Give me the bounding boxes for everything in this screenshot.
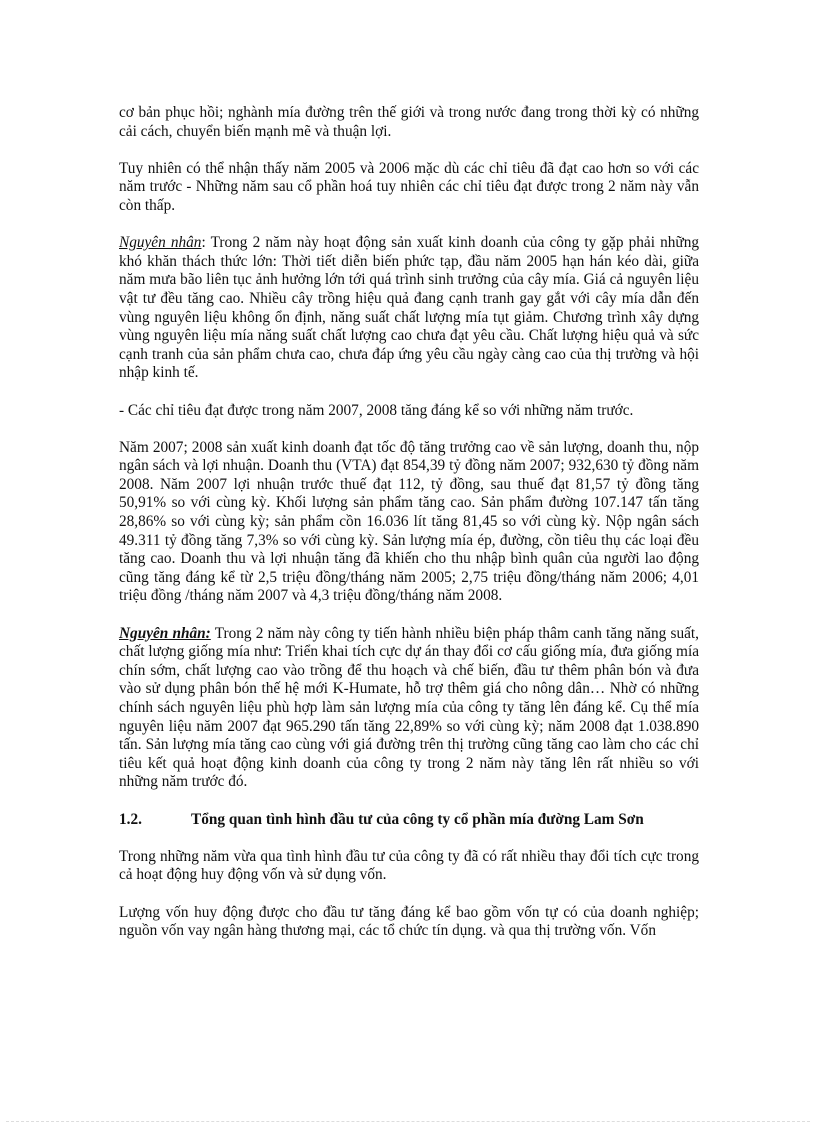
section-title: Tổng quan tình hình đầu tư của công ty cổ phần mía đường Lam Sơn	[191, 810, 644, 828]
page-edge-divider	[6, 1121, 810, 1122]
cause-label: Nguyên nhân:	[119, 624, 211, 642]
paragraph-cause-2	[119, 625, 699, 792]
paragraph-capital-mobilization: Lượng vốn huy động được cho đầu tư tăng đáng kể bao gồm vốn tự có của doanh nghiệp; nguồn vốn vay ngân hàng thương mại, các tổ chức tín dụng. và qua thị trường vốn. Vốn	[119, 903, 699, 940]
paragraph-recovery: cơ bản phục hồi; nghành mía đường trên thế giới và trong nước đang trong thời kỳ có những cải cách, chuyển biến mạnh mẽ và thuận lợi.	[119, 104, 699, 140]
paragraph-cause-1	[119, 234, 699, 383]
cause-text: : Trong 2 năm này hoạt động sản xuất kinh doanh của công ty gặp phải những khó khăn thách thức lớn: Thời tiết diễn biến phức tạp, đầu năm 2005 hạn hán kéo dài, giữa năm mưa bão liên tục ảnh hưởng lớn tới quá trình sinh trưởng của cây mía. Giá cả nguyên liệu vật tư đều tăng cao. Nhiều cây trồng hiệu quả đang cạnh tranh gay gắt với cây mía dẫn đến vùng nguyên liệu không ổn định, năng suất chất lượng mía tụt giảm. Chương trình xây dựng vùng nguyên liệu mía năng suất chất lượng cao chưa đạt yêu cầu. Chất lượng hiệu quả và sức cạnh tranh của sản phẩm chưa cao, chưa đáp ứng yêu cầu ngày càng cao của thị trường và hội nhập kinh tế.	[119, 234, 699, 382]
section-heading	[119, 811, 699, 830]
paragraph-2007-2008-summary: - Các chỉ tiêu đạt được trong năm 2007, 2008 tăng đáng kể so với những năm trước.	[119, 401, 634, 419]
cause-label: Nguyên nhân	[119, 234, 202, 252]
section-number: 1.2.	[119, 810, 142, 828]
cause-text: Trong 2 năm này công ty tiến hành nhiều biện pháp thâm canh tăng năng suất, chất lượng giống mía như: Triển khai tích cực dự án thay đổi cơ cấu giống mía, đưa giống mía chín sớm, chất lượng cao vào trồng để thu hoạch và chế biến, đầu tư thêm phân bón và đưa vào sử dụng phân bón thế hệ mới K-Humate, hỗ trợ thêm giá cho nông dân… Nhờ có những chính sách nguyên liệu phù hợp làm sản lượng mía của công ty tăng lên đáng kể. Cụ thể mía nguyên liệu năm 2007 đạt 965.290 tấn tăng 22,89% so với cùng kỳ; năm 2008 đạt 1.038.890 tấn. Sản lượng mía tăng cao cùng với giá đường trên thị trường cũng tăng cao làm cho các chỉ tiêu kết quả hoạt động kinh doanh của công ty trong 2 năm này tăng lên rất nhiều so với những năm trước đó.	[119, 624, 699, 791]
document-page	[119, 104, 699, 941]
paragraph-2007-2008-figures: Năm 2007; 2008 sản xuất kinh doanh đạt tốc độ tăng trưởng cao về sản lượng, doanh thu, nộp ngân sách và lợi nhuận. Doanh thu (VTA) đạt 854,39 tỷ đồng năm 2007; 932,630 tỷ đồng năm 2008. Năm 2007 lợi nhuận trước thuế đạt 112, tỷ đồng, sau thuế đạt 81,57 tỷ đồng tăng 50,91% so với cùng kỳ. Khối lượng sản phẩm tăng cao. Sản phẩm đường 107.147 tấn tăng 28,86% so với cùng kỳ; sản phẩm cồn 16.036 lít tăng 81,45 so với cùng kỳ. Nộp ngân sách 49.311 tỷ đồng tăng 7,3% so với cùng kỳ. Sản lượng mía ép, đường, cồn tiêu thụ các loại đều tăng cao. Doanh thu và lợi nhuận tăng đã khiến cho thu nhập bình quân của người lao động cũng tăng đáng kể từ 2,5 triệu đồng/tháng năm 2005; 2,75 triệu đồng/tháng năm 2006; 4,01 triệu đồng /tháng năm 2007 và 4,3 triệu đồng/tháng năm 2008.	[119, 438, 699, 605]
paragraph-2005-2006: Tuy nhiên có thể nhận thấy năm 2005 và 2006 mặc dù các chỉ tiêu đã đạt cao hơn so với các năm trước - Những năm sau cổ phần hoá tuy nhiên các chỉ tiêu đạt được trong 2 năm này vẫn còn thấp.	[119, 159, 699, 214]
paragraph-investment-overview: Trong những năm vừa qua tình hình đầu tư của công ty đã có rất nhiều thay đổi tích cực trong cả hoạt động huy động vốn và sử dụng vốn.	[119, 847, 699, 884]
